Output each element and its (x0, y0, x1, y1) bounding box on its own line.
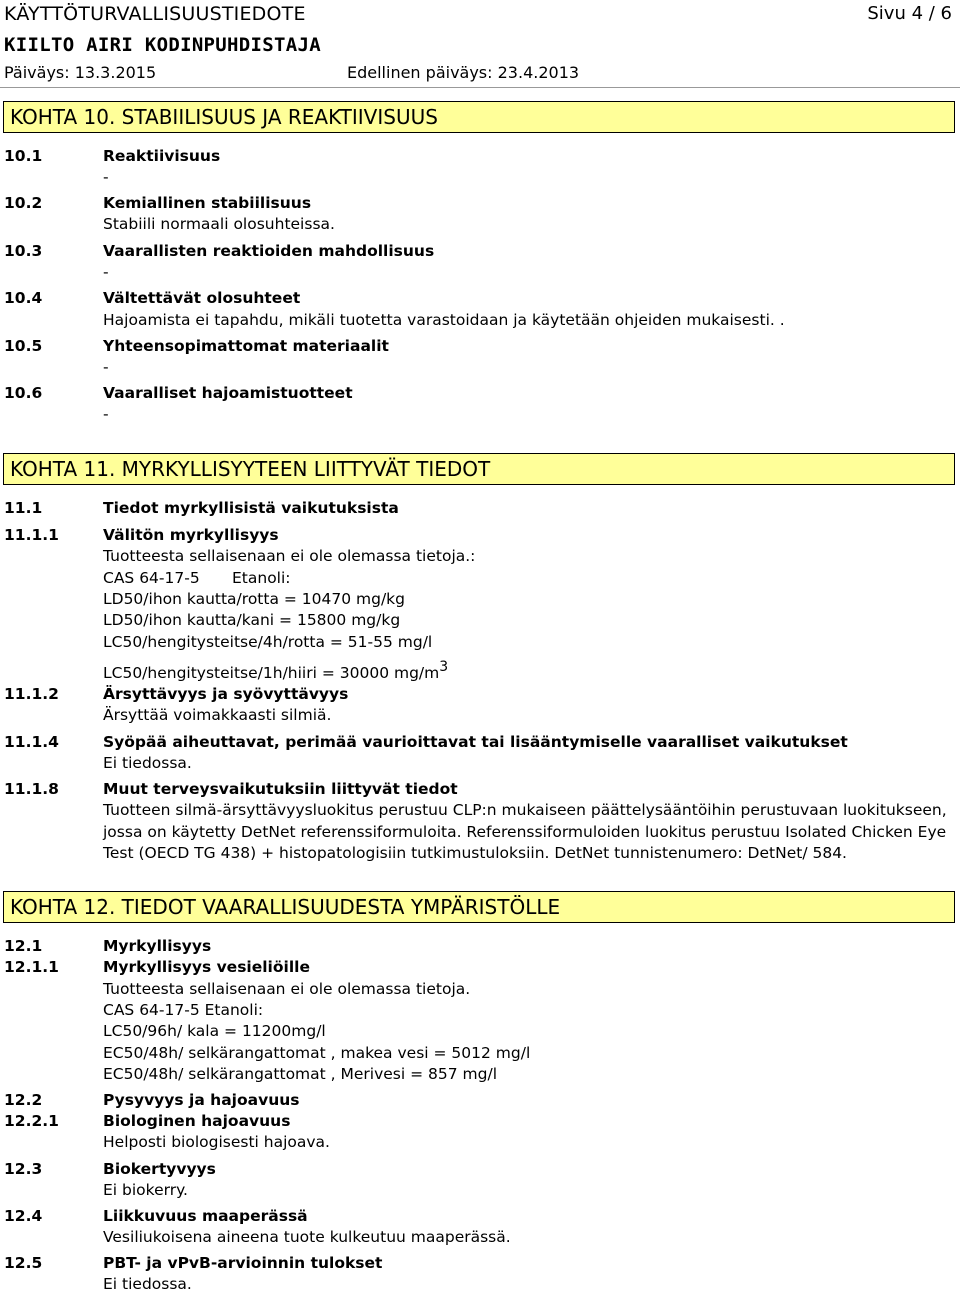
section-11-header: KOHTA 11. MYRKYLLISYYTEEN LIITTYVÄT TIEDOT (3, 453, 955, 485)
item-title: Vaarallisten reaktioiden mahdollisuus (103, 242, 435, 260)
subsection-title: Välitön myrkyllisyys (103, 526, 279, 544)
subsection-title: Syöpää aiheuttavat, perimää vaurioittavat tai lisääntymiselle vaaralliset vaikutukset (103, 733, 848, 751)
item-text: - (103, 358, 109, 376)
item-number: 10.4 (4, 289, 43, 307)
item-number: 10.2 (4, 194, 43, 212)
toxicity-value: LD50/ihon kautta/kani = 15800 mg/kg (103, 611, 401, 629)
subsection-title: Ärsyttävyys ja syövyttävyys (103, 685, 349, 703)
subsection-number: 12.4 (4, 1207, 43, 1225)
unit-exponent: 3 (439, 659, 449, 675)
item-title: Yhteensopimattomat materiaalit (103, 337, 389, 355)
subsection-title: Liikkuvuus maaperässä (103, 1207, 308, 1225)
subsection-title: Myrkyllisyys (103, 937, 212, 955)
subsection-title: Muut terveysvaikutuksiin liittyvät tiedot (103, 780, 458, 798)
header-divider (0, 87, 960, 88)
section-10-header: KOHTA 10. STABIILISUUS JA REAKTIIVISUUS (3, 101, 955, 133)
item-text: Stabiili normaali olosuhteissa. (103, 215, 335, 233)
subsection-title: Myrkyllisyys vesieliöille (103, 958, 310, 976)
item-title: Reaktiivisuus (103, 147, 221, 165)
cas-number: CAS 64-17-5 (103, 569, 200, 587)
subsection-title: Tiedot myrkyllisistä vaikutuksista (103, 499, 399, 517)
subsection-title: Pysyvyys ja hajoavuus (103, 1091, 300, 1109)
subsection-title: Biokertyvyys (103, 1160, 216, 1178)
subsection-number: 12.3 (4, 1160, 43, 1178)
subsection-number: 12.2.1 (4, 1112, 59, 1130)
toxicity-value: LD50/ihon kautta/rotta = 10470 mg/kg (103, 590, 406, 608)
item-title: Vaaralliset hajoamistuotteet (103, 384, 353, 402)
page-number: Sivu 4 / 6 (867, 3, 952, 24)
issue-date: Päiväys: 13.3.2015 (4, 63, 157, 82)
subsection-title: PBT- ja vPvB-arvioinnin tulokset (103, 1254, 383, 1272)
item-text: - (103, 168, 109, 186)
ecotox-line: EC50/48h/ selkärangattomat , makea vesi = 5012 mg/l (103, 1044, 531, 1062)
document-header (0, 0, 960, 90)
subsection-text: Ei tiedossa. (103, 754, 192, 772)
item-text: - (103, 405, 109, 423)
subsection-number: 12.1 (4, 937, 43, 955)
subsection-text: Ärsyttää voimakkaasti silmiä. (103, 706, 332, 724)
subsection-number: 11.1.8 (4, 780, 59, 798)
toxicity-value (103, 659, 448, 682)
subsection-text: Ei tiedossa. (103, 1275, 192, 1293)
ecotox-line: CAS 64-17-5 Etanoli: (103, 1001, 264, 1019)
substance-name: Etanoli: (232, 569, 291, 587)
item-number: 10.3 (4, 242, 43, 260)
subsection-number: 11.1.4 (4, 733, 59, 751)
ecotox-line: EC50/48h/ selkärangattomat , Merivesi = 857 mg/l (103, 1065, 498, 1083)
subsection-text: Vesiliukoisena aineena tuote kulkeutuu maaperässä. (103, 1228, 511, 1246)
item-text: Hajoamista ei tapahdu, mikäli tuotetta varastoidaan ja käytetään ohjeiden mukaisesti. . (103, 311, 785, 329)
subsection-text: Helposti biologisesti hajoava. (103, 1133, 330, 1151)
ecotox-line: Tuotteesta sellaisenaan ei ole olemassa tietoja. (103, 980, 471, 998)
toxicity-value: LC50/hengitysteitse/4h/rotta = 51-55 mg/l (103, 633, 433, 651)
section-12-header: KOHTA 12. TIEDOT VAARALLISUUDESTA YMPÄRISTÖLLE (3, 891, 955, 923)
subsection-text: Ei biokerry. (103, 1181, 188, 1199)
item-number: 10.6 (4, 384, 43, 402)
subsection-number: 11.1.1 (4, 526, 59, 544)
toxicity-value-text: LC50/hengitysteitse/1h/hiiri = 30000 mg/m (103, 664, 440, 682)
toxicity-text: Tuotteesta sellaisenaan ei ole olemassa tietoja.: (103, 547, 476, 565)
subsection-paragraph: Tuotteen silmä-ärsyttävyysluokitus perustuu CLP:n mukaiseen päättelysääntöihin perustuvaan luokitukseen, jossa on käytetty DetNet referenssiformuloita. Referenssiformuloiden luokitus perustuu Isolated Chicken Eye Test (OECD TG 438) + histopatologisiin tutkimustuloksiin. DetNet tunnistenumero: DetNet/ 584. (103, 801, 947, 862)
item-number: 10.5 (4, 337, 43, 355)
item-title: Vältettävät olosuhteet (103, 289, 301, 307)
item-text: - (103, 263, 109, 281)
subsection-number: 12.5 (4, 1254, 43, 1272)
ecotox-line: LC50/96h/ kala = 11200mg/l (103, 1022, 326, 1040)
item-title: Kemiallinen stabiilisuus (103, 194, 312, 212)
previous-date: Edellinen päiväys: 23.4.2013 (347, 63, 580, 82)
subsection-number: 12.1.1 (4, 958, 59, 976)
item-number: 10.1 (4, 147, 43, 165)
subsection-number: 12.2 (4, 1091, 43, 1109)
document-type: KÄYTTÖTURVALLISUUSTIEDOTE (4, 3, 306, 25)
subsection-title: Biologinen hajoavuus (103, 1112, 291, 1130)
subsection-number: 11.1 (4, 499, 43, 517)
product-name: KIILTO AIRI KODINPUHDISTAJA (4, 34, 321, 56)
subsection-number: 11.1.2 (4, 685, 59, 703)
